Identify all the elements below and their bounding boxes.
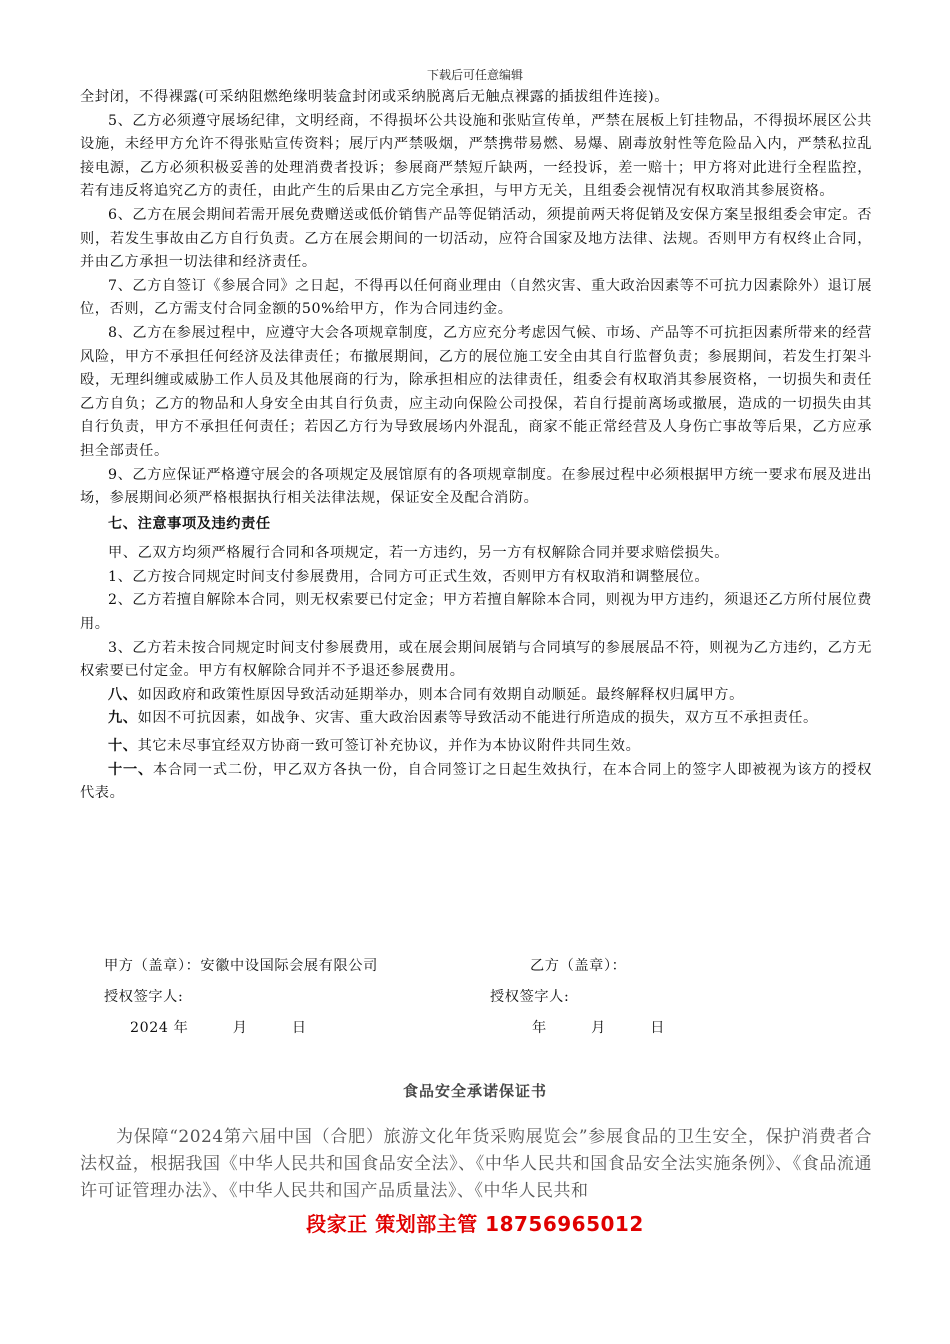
- clause-text: 如因政府和政策性原因导致活动延期举办，则本合同有效期自动顺延。最终解释权归属甲方。: [137, 686, 744, 703]
- paragraph: 9、乙方应保证严格遵守展会的各项规定及展馆原有的各项规章制度。在参展过程中必须根据甲方统一要求布展及进出场，参展期间必须严格根据执行相关法律法规，保证安全及配合消防。: [80, 466, 872, 507]
- contract-body: [80, 86, 872, 806]
- paragraph: 8、乙方在参展过程中，应遵守大会各项规章制度，乙方应充分考虑因气候、市场、产品等不可抗拒因素所带来的经营风险，甲方不承担任何经济及法律责任；布撤展期间，乙方的展位施工安全由其自行监督负责；参展期间，若发生打架斗殴，无理纠缠或威胁工作人员及其他展商的行为，除承担相应的法律责任，组委会有权取消其参展资格，一切损失和责任乙方自负；乙方的物品和人身安全由其自行负责，应主动向保险公司投保，若自行提前离场或撤展，造成的一切损失由其自行负责，甲方不承担任何责任；若因乙方行为导致展场内外混乱，商家不能正常经营及人身伤亡事故等后果，乙方应承担全部责任。: [80, 324, 872, 459]
- paragraph: 2、乙方若擅自解除本合同，则无权索要已付定金；甲方若擅自解除本合同，则视为甲方违约，须退还乙方所付展位费用。: [80, 592, 872, 633]
- party-b-signer: 授权签字人:: [490, 989, 570, 1005]
- paragraph: 全封闭，不得裸露(可采纳阻燃绝缘明装盒封闭或采纳脱离后无触点裸露的插拔组件连接)。: [80, 89, 669, 105]
- clause-text: 如因不可抗因素，如战争、灾害、重大政治因素等导致活动不能进行所造成的损失，双方互不承担责任。: [137, 710, 818, 727]
- clause: [80, 759, 872, 806]
- paragraph: 1、乙方按合同规定时间支付参展费用，合同方可正式生效，否则甲方有权取消和调整展位。: [108, 568, 710, 585]
- commitment-text: 为保障“2024第六届中国（合肥）旅游文化年货采购展览会”参展食品的卫生安全，保护消费者合法权益，根据我国《中华人民共和国食品安全法》、《中华人民共和国食品安全法实施条例》、《食品流通许可证管理办法》、《中华人民共和国产品质量法》、《中华人民共和: [80, 1127, 872, 1201]
- paragraph: 6、乙方在展会期间若需开展免费赠送或低价销售产品等促销活动，须提前两天将促销及安保方案呈报组委会审定。否则，若发生事故由乙方自行负责。乙方在展会期间的一切活动，应符合国家及地方法律、法规。否则甲方有权终止合同，并由乙方承担一切法律和经济责任。: [80, 206, 872, 271]
- clause-label: 十一、: [108, 761, 153, 778]
- header-note: 下载后可任意编辑: [426, 68, 523, 82]
- party-b-seal: 乙方（盖章）：: [530, 958, 627, 974]
- section-heading: 七、注意事项及违约责任: [108, 515, 271, 532]
- clause: [80, 684, 872, 708]
- party-a-seal: 甲方（盖章）：安徽中设国际会展有限公司: [104, 958, 378, 974]
- paragraph: 5、乙方必须遵守展场纪律，文明经商，不得损坏公共设施和张贴宣传单，严禁在展板上钉挂物品，不得损坏展区公共设施，未经甲方允许不得张贴宣传资料；展厅内严禁吸烟，严禁携带易燃、易爆、剧毒放射性等危险品入内，严禁私拉乱接电源，乙方必须积极妥善的处理消费者投诉；参展商严禁短斤缺两，一经投诉，差一赔十；甲方将对此进行全程监控，若有违反将追究乙方的责任，由此产生的后果由乙方完全承担，与甲方无关，且组委会视情况有权取消其参展资格。: [80, 112, 872, 200]
- clause: [80, 735, 872, 759]
- commitment-title: 食品安全承诺保证书: [402, 1082, 547, 1100]
- clause-label: 十、: [108, 738, 138, 755]
- clause-label: 八、: [108, 686, 138, 703]
- clause: [80, 707, 872, 731]
- clause-text: 本合同一式二份，甲乙双方各执一份，自合同签订之日起生效执行，在本合同上的签字人即被视为该方的授权代表。: [80, 761, 872, 802]
- clause-label: 九、: [108, 710, 138, 727]
- clause-text: 其它未尽事宜经双方协商一致可签订补充协议，并作为本协议附件共同生效。: [137, 738, 641, 755]
- paragraph: 3、乙方若未按合同规定时间支付参展费用，或在展会期间展销与合同填写的参展展品不符，则视为乙方违约，乙方无权索要已付定金。甲方有权解除合同并不予退还参展费用。: [80, 639, 872, 680]
- paragraph: 甲、乙双方均须严格履行合同和各项规定，若一方违约，另一方有权解除合同并要求赔偿损失。: [108, 545, 730, 562]
- contact-line: 段家正 策划部主管 18756965012: [306, 1212, 644, 1236]
- party-b-date: 年 月 日: [532, 1020, 666, 1036]
- party-a-date: 2024 年 月 日: [130, 1020, 307, 1036]
- paragraph: 7、乙方自签订《参展合同》之日起，不得再以任何商业理由（自然灾害、重大政治因素等不可抗力因素除外）退订展位，否则，乙方需支付合同金额的50%给甲方，作为合同违约金。: [80, 277, 872, 318]
- party-a-signer: 授权签字人:: [104, 989, 184, 1005]
